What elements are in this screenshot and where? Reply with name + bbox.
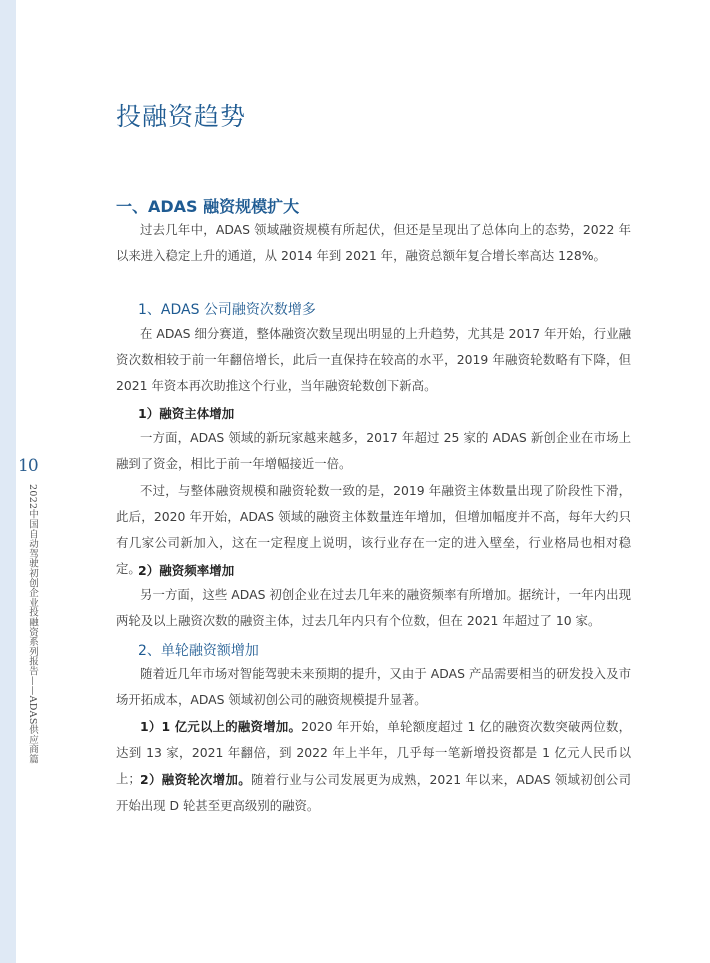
round-amount-point-2 [116,767,631,819]
financing-entities-paragraph-2: 不过，与整体融资规模和融资轮数一致的是，2019 年融资主体数量出现了阶段性下滑，此后，2020 年开始，ADAS 领域的融资主体数量连年增加，但增加幅度并不高，每年大约只有几家公司新加入，这在一定程度上说明，该行业存在一定的进入壁垒，行业格局也相对稳定。 [116,483,631,576]
side-color-strip [0,0,16,963]
financing-count-paragraph: 在 ADAS 细分赛道，整体融资次数呈现出明显的上升趋势，尤其是 2017 年开始，行业融资次数相较于前一年翻倍增长，此后一直保持在较高的水平，2019 年融资轮数略有下降，但 2021 年资本再次助推这个行业，当年融资轮数创下新高。 [116,326,631,393]
page-number: 10 [18,456,38,476]
page-title: 投融资趋势 [116,102,247,131]
round-amount-point-1-text: 2020 年开始，单轮额度超过 1 亿的融资次数突破两位数，达到 13 家，2021 年翻倍，到 2022 年上半年，几乎每一笔新增投资都是 1 亿元人民币以上； [116,719,632,786]
section-heading-financing-scale: 一、ADAS 融资规模扩大 [116,197,300,216]
round-amount-point-2-text: 随着行业与公司发展更为成熟，2021 年以来，ADAS 领域初创公司开始出现 D 轮甚至更高级别的融资。 [116,772,631,813]
round-amount-point-2-label: 2）融资轮次增加。 [140,772,252,787]
round-amount-point-1-label: 1）1 亿元以上的融资增加。 [140,719,302,734]
side-caption: 2022中国自动驾驶初创企业投融资系列报告——ADAS供应商篇 [27,484,38,764]
financing-entities-paragraph-1: 一方面，ADAS 领域的新玩家越来越多，2017 年超过 25 家的 ADAS 新创企业在市场上融到了资金，相比于前一年增幅接近一倍。 [116,430,631,471]
subsection-heading-round-amount: 2、单轮融资额增加 [138,643,259,659]
financing-frequency-paragraph: 另一方面，这些 ADAS 初创企业在过去几年来的融资频率有所增加。据统计，一年内出现两轮及以上融资次数的融资主体，过去几年内只有个位数，但在 2021 年超过了 10 家。 [116,587,631,628]
round-amount-paragraph: 随着近几年市场对智能驾驶未来预期的提升，又由于 ADAS 产品需要相当的研发投入及市场开拓成本，ADAS 领域初创公司的融资规模提升显著。 [116,666,631,707]
subsection-heading-financing-count: 1、ADAS 公司融资次数增多 [138,302,316,318]
point-heading-financing-frequency: 2）融资频率增加 [138,563,235,578]
section-intro-paragraph: 过去几年中，ADAS 领域融资规模有所起伏，但还是呈现出了总体向上的态势，2022 年以来进入稳定上升的通道，从 2014 年到 2021 年，融资总额年复合增长率高达 128%。 [116,222,631,263]
point-heading-financing-entities: 1）融资主体增加 [138,406,235,421]
